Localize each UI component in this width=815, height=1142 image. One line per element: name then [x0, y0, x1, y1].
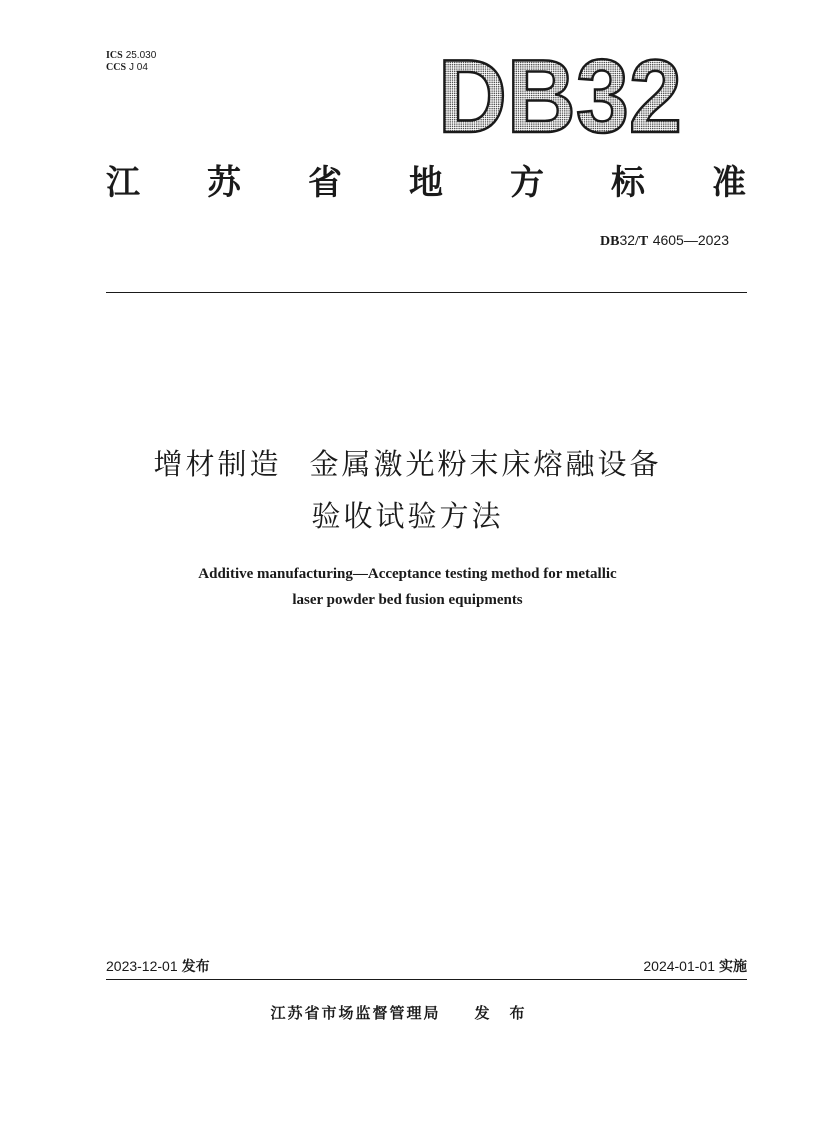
publisher-name: 江苏省市场监督管理局	[270, 1004, 441, 1022]
classification-codes	[106, 50, 156, 74]
standard-type-char: 方	[510, 163, 544, 203]
release-date	[106, 957, 210, 976]
title-cn-part1: 增材制造	[153, 447, 282, 481]
implementation-date	[643, 957, 747, 976]
db32-logo	[436, 46, 686, 146]
standard-type-char: 省	[308, 163, 342, 203]
standard-type-char: 江	[106, 163, 140, 203]
publisher-action: 发布	[474, 1004, 545, 1022]
document-number-type: /T	[635, 234, 649, 249]
implementation-date-value: 2024-01-01	[643, 958, 715, 974]
title-cn-line1	[0, 442, 815, 483]
standard-type-char: 准	[712, 163, 746, 203]
ics-value: 25.030	[125, 50, 157, 61]
title-en-line1: Additive manufacturing—Acceptance testing method for metallic	[198, 566, 617, 582]
standard-type-char: 地	[409, 163, 443, 203]
standard-type-heading	[106, 160, 746, 206]
title-cn-part2: 金属激光粉末床熔融设备	[309, 447, 662, 481]
document-number-prefix: DB	[599, 234, 620, 249]
standard-type-char: 标	[611, 163, 645, 203]
ics-code	[106, 50, 156, 62]
ics-label: ICS	[106, 50, 123, 61]
implementation-date-label: 实施	[719, 959, 747, 975]
footer-divider	[106, 979, 747, 980]
release-date-label: 发布	[181, 959, 210, 975]
document-number-value: 4605—2023	[652, 232, 729, 248]
document-number	[600, 231, 729, 251]
header-divider	[106, 292, 747, 293]
document-number-region: 32	[619, 232, 636, 248]
db32-logo-text: DB32	[438, 46, 682, 146]
ccs-value: J 04	[129, 62, 148, 73]
release-date-value: 2023-12-01	[106, 958, 178, 974]
title-en-line2: laser powder bed fusion equipments	[292, 592, 523, 608]
publisher-line	[0, 1002, 815, 1024]
title-cn-line2: 验收试验方法	[311, 499, 504, 533]
standard-type-char: 苏	[207, 163, 241, 203]
ccs-label: CCS	[106, 62, 127, 73]
ccs-code	[106, 62, 156, 74]
